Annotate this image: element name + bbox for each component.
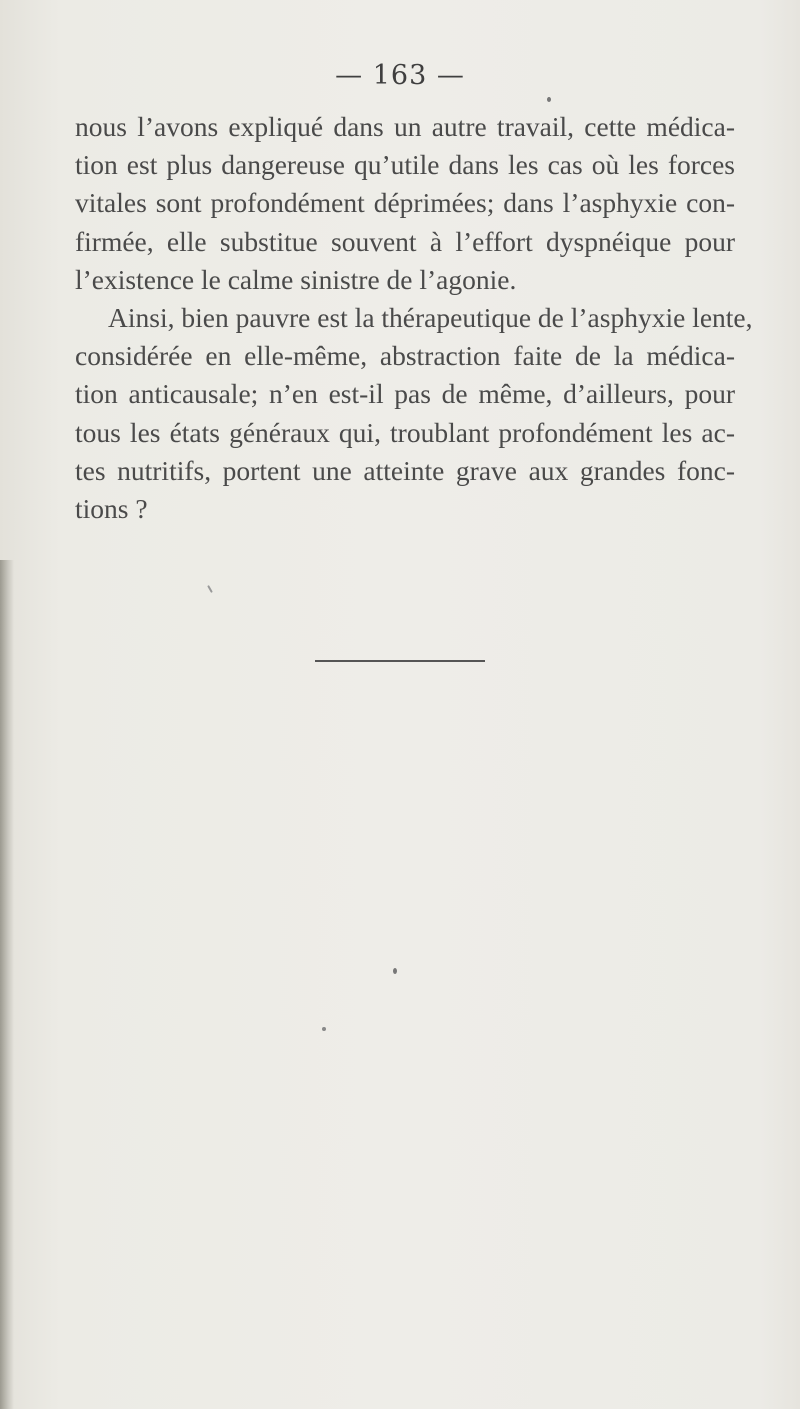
- text-line: l’existence le calme sinistre de l’agonie.: [75, 263, 517, 295]
- body-text: [75, 108, 753, 528]
- text-line: tes nutritifs, portent une atteinte grave aux grandes fonc-: [75, 454, 735, 486]
- paragraph-start-line: Ainsi, bien pauvre est la thérapeutique de l’asphyxie lente,: [108, 302, 753, 334]
- ink-speck: [322, 1027, 326, 1031]
- binding-shadow: [0, 560, 14, 1409]
- text-line: vitales sont profondément déprimées; dans l’asphyxie con-: [75, 187, 735, 219]
- text-line: considérée en elle-même, abstraction faite de la médica-: [75, 340, 735, 372]
- text-line: nous l’avons expliqué dans un autre travail, cette médica-: [75, 111, 735, 142]
- text-line: tion anticausale; n’en est-il pas de même, d’ailleurs, pour: [75, 378, 735, 410]
- text-line: firmée, elle substitue souvent à l’effort dyspnéique pour: [75, 225, 735, 257]
- ink-speck: [547, 97, 551, 102]
- section-divider-rule: [315, 660, 485, 662]
- text-line: tous les états généraux qui, troublant profondément les ac-: [75, 416, 735, 448]
- ink-speck: [393, 968, 397, 974]
- ink-speck: [207, 585, 213, 593]
- page-number: — 163 —: [335, 60, 465, 91]
- text-line: tion est plus dangereuse qu’utile dans les cas où les forces: [75, 149, 735, 181]
- text-line: tions ?: [75, 493, 148, 525]
